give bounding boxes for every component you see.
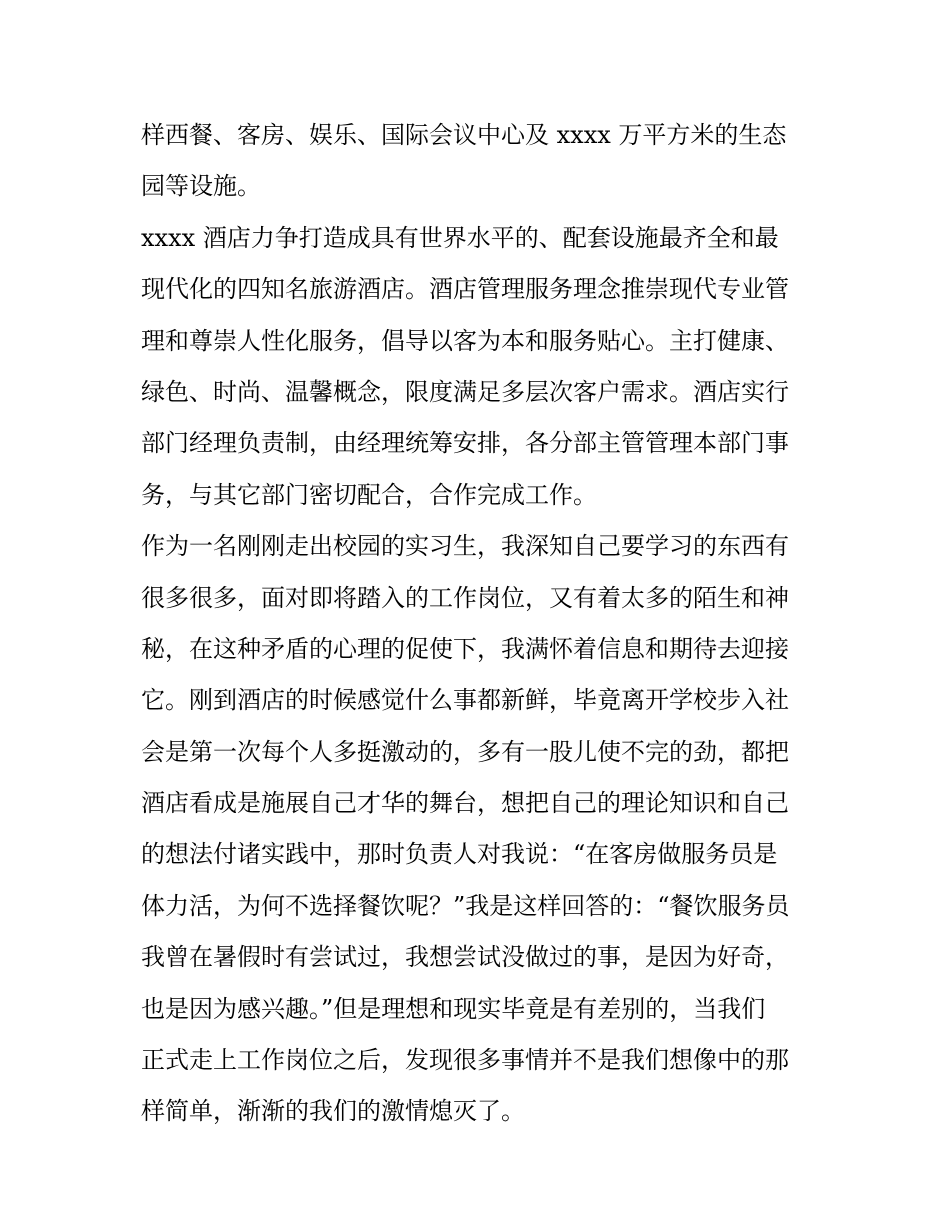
text-line: 很多很多，面对即将踏入的工作岗位，又有着太多的陌生和神: [141, 583, 789, 612]
text-line: 理和尊崇人性化服务，倡导以客为本和服务贴心。主打健康、: [141, 326, 789, 355]
text-line: 部门经理负责制，由经理统筹安排，各分部主管管理本部门事: [141, 429, 789, 458]
text-line: 秘，在这种矛盾的心理的促使下，我满怀着信息和期待去迎接: [141, 634, 789, 663]
text-line: 会是第一次每个人多挺激动的，多有一股儿使不完的劲，都把: [141, 737, 789, 766]
text-line: xxxx 酒店力争打造成具有世界水平的、配套设施最齐全和最: [141, 223, 779, 252]
text-line: 正式走上工作岗位之后，发现很多事情并不是我们想像中的那: [141, 1046, 789, 1075]
text-line: 现代化的四知名旅游酒店。酒店管理服务理念推崇现代专业管: [141, 275, 789, 304]
text-line: 园等设施。: [141, 172, 261, 201]
text-line: 务，与其它部门密切配合，合作完成工作。: [141, 480, 597, 509]
text-line: 我曾在暑假时有尝试过，我想尝试没做过的事，是因为好奇，: [141, 943, 789, 972]
text-line: 样西餐、客房、娱乐、国际会议中心及 xxxx 万平方米的生态: [141, 121, 787, 149]
text-line: 绿色、时尚、温馨概念，限度满足多层次客户需求。酒店实行: [141, 377, 789, 406]
text-line: 也是因为感兴趣。”但是理想和现实毕竟是有差别的，当我们: [141, 994, 766, 1023]
text-line: 它。刚到酒店的时候感觉什么事都新鲜，毕竟离开学校步入社: [141, 686, 789, 715]
text-line: 的想法付诸实践中，那时负责人对我说：“在客房做服务员是: [141, 840, 778, 869]
text-line: 体力活，为何不选择餐饮呢？”我是这样回答的：“餐饮服务员: [141, 891, 790, 920]
text-line: 样简单，渐渐的我们的激情熄灭了。: [141, 1097, 525, 1126]
text-line: 酒店看成是施展自己才华的舞台，想把自己的理论知识和自己: [141, 789, 789, 818]
document-body: [141, 110, 816, 1138]
text-line: 作为一名刚刚走出校园的实习生，我深知自己要学习的东西有: [141, 532, 789, 561]
